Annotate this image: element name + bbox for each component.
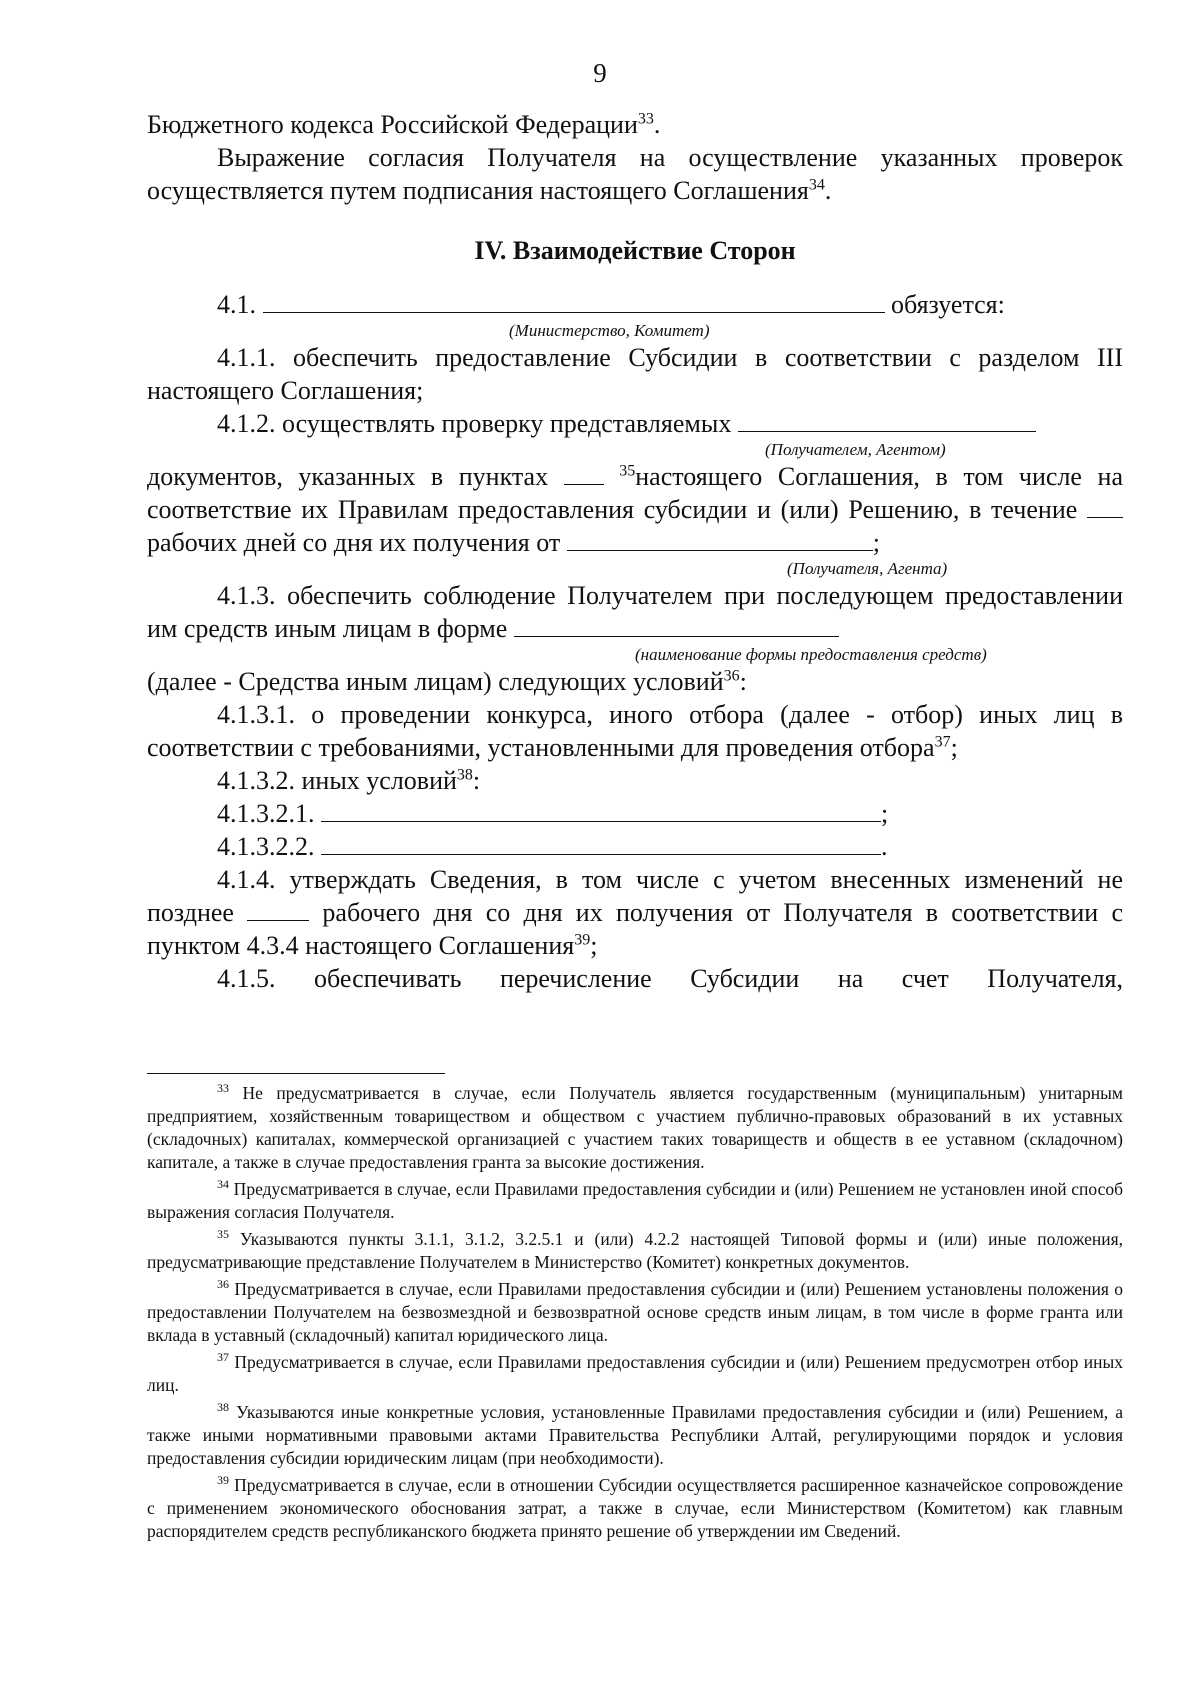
- clause-4-1-5: 4.1.5. обеспечивать перечисление Субсидии на счет Получателя,: [217, 964, 1123, 993]
- blank-points: [564, 462, 604, 485]
- page-number: 9: [593, 58, 607, 88]
- section-heading: IV. Взаимодействие Сторон: [474, 236, 796, 265]
- footnote-38: $^{38}$ Указываются иные конкретные условия, установленные Правилами предоставления субсидии и (или) Решением, а также иными нормативными правовыми актами Правительства Республики Алтай, регулирующими порядок и условия предоставления субсидии юридическим лицам (при необходимости).: [147, 1400, 1123, 1468]
- footnote-ref-39: 39: [574, 931, 591, 949]
- clause-4-1-4: 4.1.4. утверждать Сведения, в том числе с учетом внесенных изменений не позднее рабочего дня со дня их получения от Получателя в соответствии с пунктом 4.3.4 настоящего Соглашения$^{39}$;: [147, 865, 1123, 960]
- blank-from-recipient: [567, 528, 873, 551]
- clause-4-1-3-2: 4.1.3.2. иных условий$^{38}$:: [217, 766, 481, 795]
- line-budget-code: Бюджетного кодекса Российской Федерации$^{33}$.: [147, 110, 661, 139]
- clause-4-1-1: 4.1.1. обеспечить предоставление Субсидии в соответствии с разделом III настоящего Соглашения;: [147, 343, 1123, 405]
- blank-condition-2: [321, 832, 881, 855]
- caption-recipient-agent: (Получателем, Агентом): [765, 440, 946, 459]
- footnote-ref-38: 38: [456, 766, 473, 784]
- footnote-ref-34: 34: [808, 176, 825, 194]
- clause-4-1-3-1: 4.1.3.1. о проведении конкурса, иного отбора (далее - отбор) иных лиц в соответствии с требованиями, установленными для проведения отбора$^{37}$;: [147, 700, 1123, 762]
- clause-4-1-2-body: документов, указанных в пунктах $^{35}$настоящего Соглашения, в том числе на соответствие их Правилам предоставления субсидии и (или) Решению, в течение рабочих дней со дня их получения от ;: [147, 462, 1123, 557]
- clause-4-1-3: 4.1.3. обеспечить соблюдение Получателем при последующем предоставлении им средств иным лицам в форме: [147, 581, 1123, 643]
- footnote-34: $^{34}$ Предусматривается в случае, если Правилами предоставления субсидии и (или) Решением не установлен иной способ выражения согласия Получателя.: [147, 1177, 1123, 1222]
- footnote-separator: [147, 1073, 445, 1074]
- caption-from-recipient: (Получателя, Агента): [787, 559, 948, 578]
- blank-form: [514, 614, 839, 637]
- clause-4-1-2-start: 4.1.2. осуществлять проверку представляемых: [147, 407, 1123, 440]
- blank-working-day: [247, 898, 309, 921]
- blank-condition-1: [321, 799, 881, 822]
- footnote-ref-36: 36: [723, 667, 740, 685]
- footnote-35: $^{35}$ Указываются пункты 3.1.1, 3.1.2, 3.2.5.1 и (или) 4.2.2 настоящей Типовой формы и (или) иные положения, предусматривающие представление Получателем в Министерство (Комитет) конкретных документов.: [147, 1227, 1123, 1272]
- blank-ministry: [263, 290, 885, 313]
- clause-4-1-3-2-2: 4.1.3.2.2. .: [217, 832, 888, 861]
- footnote-39: $^{39}$ Предусматривается в случае, если в отношении Субсидии осуществляется расширенное казначейское сопровождение с применением экономического обоснования затрат, а также в случае, если Министерством (Комитетом) как главным распорядителем средств республиканского бюджета принято решение об утверждении им Сведений.: [147, 1473, 1123, 1541]
- caption-ministry: (Министерство, Комитет): [509, 321, 710, 340]
- clause-4-1-3-tail: (далее - Средства иным лицам) следующих условий$^{36}$:: [147, 667, 747, 696]
- footnote-36: $^{36}$ Предусматривается в случае, если Правилами предоставления субсидии и (или) Решением установлены положения о предоставлении Получателем на безвозмездной и безвозвратной основе средств иным лицам, в том числе в форме гранта или вклада в уставный (складочный) капитал юридического лица.: [147, 1277, 1123, 1345]
- blank-days: [1087, 495, 1123, 518]
- clause-4-1-3-2-1: 4.1.3.2.1. ;: [217, 799, 889, 828]
- main-text: [147, 108, 1123, 995]
- clause-4-1: 4.1. обязуется:: [217, 290, 1005, 319]
- blank-recipient-agent: [738, 409, 1036, 432]
- footnotes: [147, 1082, 1123, 1547]
- footnote-33: $^{33}$ Не предусматривается в случае, если Получатель является государственным (муниципальным) унитарным предприятием, хозяйственным товариществом и обществом с участием публично-правовых образований в их уставных (складочных) капиталах, коммерческой организацией с участием таких товариществ и обществ в ее уставном (складочном) капитале, а также в случае предоставления гранта за высокие достижения.: [147, 1081, 1123, 1172]
- footnote-37: $^{37}$ Предусматривается в случае, если Правилами предоставления субсидии и (или) Решением предусмотрен отбор иных лиц.: [147, 1350, 1123, 1395]
- footnote-ref-33: 33: [637, 110, 654, 128]
- caption-form: (наименование формы предоставления средств): [635, 645, 987, 664]
- paragraph-consent: Выражение согласия Получателя на осуществление указанных проверок осуществляется путем подписания настоящего Соглашения$^{34}$.: [147, 143, 1123, 205]
- footnote-ref-37: 37: [934, 733, 951, 751]
- footnote-ref-35: 35: [619, 462, 636, 480]
